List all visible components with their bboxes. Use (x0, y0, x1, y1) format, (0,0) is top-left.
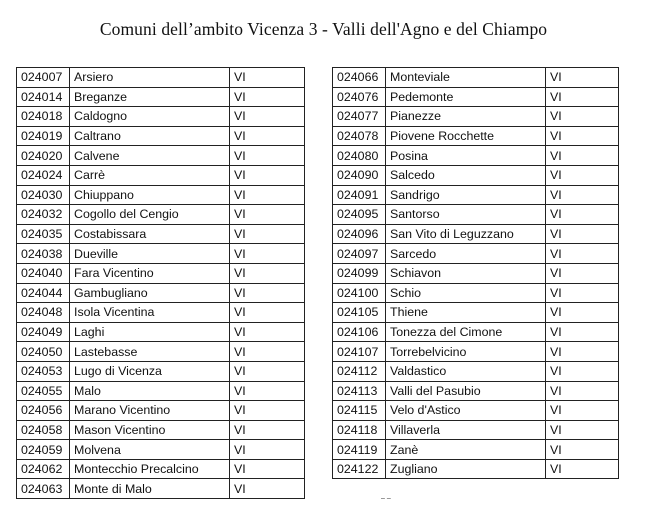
table-row (333, 401, 619, 421)
table-row (333, 459, 619, 479)
province-cell: VI (546, 185, 619, 205)
table-row (17, 185, 305, 205)
province-cell: VI (230, 342, 305, 362)
istat-code-cell: 024038 (17, 244, 70, 264)
istat-code-cell: 024122 (333, 459, 386, 479)
province-cell: VI (230, 420, 305, 440)
istat-code-cell: 024044 (17, 283, 70, 303)
istat-code-cell: 024055 (17, 381, 70, 401)
table-row (333, 87, 619, 107)
province-cell: VI (546, 224, 619, 244)
istat-code-cell: 024032 (17, 205, 70, 225)
province-cell: VI (546, 283, 619, 303)
istat-code-cell: 024030 (17, 185, 70, 205)
table-row (17, 263, 305, 283)
table-row (17, 303, 305, 323)
comune-name-cell: Montecchio Precalcino (70, 459, 230, 479)
istat-code-cell: 024091 (333, 185, 386, 205)
comune-name-cell: Sarcedo (386, 244, 546, 264)
table-row (333, 146, 619, 166)
table-row (17, 205, 305, 225)
table-row (17, 322, 305, 342)
comuni-table-left (16, 67, 305, 499)
comune-name-cell: Zugliano (386, 459, 546, 479)
istat-code-cell: 024100 (333, 283, 386, 303)
province-cell: VI (546, 165, 619, 185)
footer-mark: – – (381, 495, 391, 502)
table-row (333, 361, 619, 381)
comune-name-cell: San Vito di Leguzzano (386, 224, 546, 244)
comune-name-cell: Valdastico (386, 361, 546, 381)
istat-code-cell: 024019 (17, 126, 70, 146)
comune-name-cell: Piovene Rocchette (386, 126, 546, 146)
comune-name-cell: Arsiero (70, 68, 230, 88)
province-cell: VI (546, 322, 619, 342)
istat-code-cell: 024095 (333, 205, 386, 225)
province-cell: VI (230, 459, 305, 479)
comune-name-cell: Malo (70, 381, 230, 401)
istat-code-cell: 024115 (333, 401, 386, 421)
table-row (333, 205, 619, 225)
table-row (17, 165, 305, 185)
istat-code-cell: 024113 (333, 381, 386, 401)
comuni-table-right (332, 67, 619, 479)
comune-name-cell: Schio (386, 283, 546, 303)
table-row (333, 440, 619, 460)
province-cell: VI (546, 342, 619, 362)
istat-code-cell: 024080 (333, 146, 386, 166)
table-row (17, 87, 305, 107)
comune-name-cell: Marano Vicentino (70, 401, 230, 421)
table-row (333, 342, 619, 362)
comune-name-cell: Torrebelvicino (386, 342, 546, 362)
istat-code-cell: 024059 (17, 440, 70, 460)
province-cell: VI (230, 381, 305, 401)
table-row (17, 401, 305, 421)
comune-name-cell: Dueville (70, 244, 230, 264)
table-row (17, 459, 305, 479)
table-row (17, 146, 305, 166)
istat-code-cell: 024048 (17, 303, 70, 323)
istat-code-cell: 024014 (17, 87, 70, 107)
comune-name-cell: Santorso (386, 205, 546, 225)
table-row (17, 342, 305, 362)
istat-code-cell: 024077 (333, 107, 386, 127)
table-row (333, 165, 619, 185)
istat-code-cell: 024058 (17, 420, 70, 440)
comune-name-cell: Monteviale (386, 68, 546, 88)
table-row (333, 263, 619, 283)
comune-name-cell: Posina (386, 146, 546, 166)
istat-code-cell: 024062 (17, 459, 70, 479)
istat-code-cell: 024096 (333, 224, 386, 244)
page-title: Comuni dell’ambito Vicenza 3 - Valli dell'Agno e del Chiampo (99, 19, 548, 39)
province-cell: VI (230, 263, 305, 283)
istat-code-cell: 024040 (17, 263, 70, 283)
istat-code-cell: 024090 (333, 165, 386, 185)
istat-code-cell: 024078 (333, 126, 386, 146)
province-cell: VI (230, 126, 305, 146)
istat-code-cell: 024099 (333, 263, 386, 283)
comune-name-cell: Velo d'Astico (386, 401, 546, 421)
province-cell: VI (546, 263, 619, 283)
comune-name-cell: Carrè (70, 165, 230, 185)
istat-code-cell: 024050 (17, 342, 70, 362)
comune-name-cell: Molvena (70, 440, 230, 460)
province-cell: VI (230, 479, 305, 499)
comune-name-cell: Caldogno (70, 107, 230, 127)
province-cell: VI (546, 68, 619, 88)
table-row (333, 381, 619, 401)
table-row (333, 107, 619, 127)
table-row (17, 479, 305, 499)
comune-name-cell: Villaverla (386, 420, 546, 440)
comune-name-cell: Salcedo (386, 165, 546, 185)
istat-code-cell: 024106 (333, 322, 386, 342)
comune-name-cell: Laghi (70, 322, 230, 342)
comune-name-cell: Thiene (386, 303, 546, 323)
istat-code-cell: 024018 (17, 107, 70, 127)
table-row (17, 381, 305, 401)
table-row (17, 244, 305, 264)
province-cell: VI (546, 244, 619, 264)
province-cell: VI (230, 87, 305, 107)
table-row (17, 283, 305, 303)
istat-code-cell: 024118 (333, 420, 386, 440)
istat-code-cell: 024035 (17, 224, 70, 244)
table-row (333, 126, 619, 146)
comune-name-cell: Calvene (70, 146, 230, 166)
comune-name-cell: Zanè (386, 440, 546, 460)
province-cell: VI (230, 107, 305, 127)
table-row (333, 68, 619, 88)
table-row (17, 440, 305, 460)
comuni-table-right-body (333, 68, 619, 479)
comune-name-cell: Fara Vicentino (70, 263, 230, 283)
province-cell: VI (230, 283, 305, 303)
istat-code-cell: 024119 (333, 440, 386, 460)
province-cell: VI (230, 303, 305, 323)
istat-code-cell: 024097 (333, 244, 386, 264)
province-cell: VI (546, 401, 619, 421)
province-cell: VI (546, 146, 619, 166)
province-cell: VI (546, 107, 619, 127)
istat-code-cell: 024020 (17, 146, 70, 166)
istat-code-cell: 024024 (17, 165, 70, 185)
comune-name-cell: Caltrano (70, 126, 230, 146)
table-row (17, 361, 305, 381)
province-cell: VI (230, 205, 305, 225)
istat-code-cell: 024049 (17, 322, 70, 342)
table-row (333, 322, 619, 342)
province-cell: VI (546, 420, 619, 440)
istat-code-cell: 024105 (333, 303, 386, 323)
istat-code-cell: 024056 (17, 401, 70, 421)
province-cell: VI (546, 303, 619, 323)
comune-name-cell: Breganze (70, 87, 230, 107)
province-cell: VI (230, 322, 305, 342)
istat-code-cell: 024107 (333, 342, 386, 362)
province-cell: VI (546, 440, 619, 460)
comune-name-cell: Lastebasse (70, 342, 230, 362)
province-cell: VI (230, 185, 305, 205)
province-cell: VI (230, 165, 305, 185)
comune-name-cell: Monte di Malo (70, 479, 230, 499)
istat-code-cell: 024063 (17, 479, 70, 499)
istat-code-cell: 024066 (333, 68, 386, 88)
istat-code-cell: 024076 (333, 87, 386, 107)
comune-name-cell: Mason Vicentino (70, 420, 230, 440)
comune-name-cell: Costabissara (70, 224, 230, 244)
comune-name-cell: Schiavon (386, 263, 546, 283)
province-cell: VI (546, 381, 619, 401)
province-cell: VI (546, 126, 619, 146)
province-cell: VI (546, 459, 619, 479)
table-row (17, 420, 305, 440)
province-cell: VI (230, 146, 305, 166)
comune-name-cell: Lugo di Vicenza (70, 361, 230, 381)
province-cell: VI (230, 440, 305, 460)
comune-name-cell: Pianezze (386, 107, 546, 127)
istat-code-cell: 024112 (333, 361, 386, 381)
table-row (333, 185, 619, 205)
comune-name-cell: Sandrigo (386, 185, 546, 205)
istat-code-cell: 024053 (17, 361, 70, 381)
table-row (333, 303, 619, 323)
province-cell: VI (230, 401, 305, 421)
province-cell: VI (230, 361, 305, 381)
province-cell: VI (230, 68, 305, 88)
province-cell: VI (546, 87, 619, 107)
table-row (17, 68, 305, 88)
comune-name-cell: Cogollo del Cengio (70, 205, 230, 225)
comuni-table-left-body (17, 68, 305, 499)
table-row (17, 107, 305, 127)
province-cell: VI (546, 205, 619, 225)
province-cell: VI (546, 361, 619, 381)
table-row (333, 420, 619, 440)
province-cell: VI (230, 224, 305, 244)
table-row (17, 126, 305, 146)
table-row (333, 224, 619, 244)
comune-name-cell: Valli del Pasubio (386, 381, 546, 401)
istat-code-cell: 024007 (17, 68, 70, 88)
comune-name-cell: Isola Vicentina (70, 303, 230, 323)
province-cell: VI (230, 244, 305, 264)
comune-name-cell: Chiuppano (70, 185, 230, 205)
comune-name-cell: Gambugliano (70, 283, 230, 303)
table-row (17, 224, 305, 244)
comune-name-cell: Tonezza del Cimone (386, 322, 546, 342)
table-row (333, 283, 619, 303)
table-row (333, 244, 619, 264)
comune-name-cell: Pedemonte (386, 87, 546, 107)
